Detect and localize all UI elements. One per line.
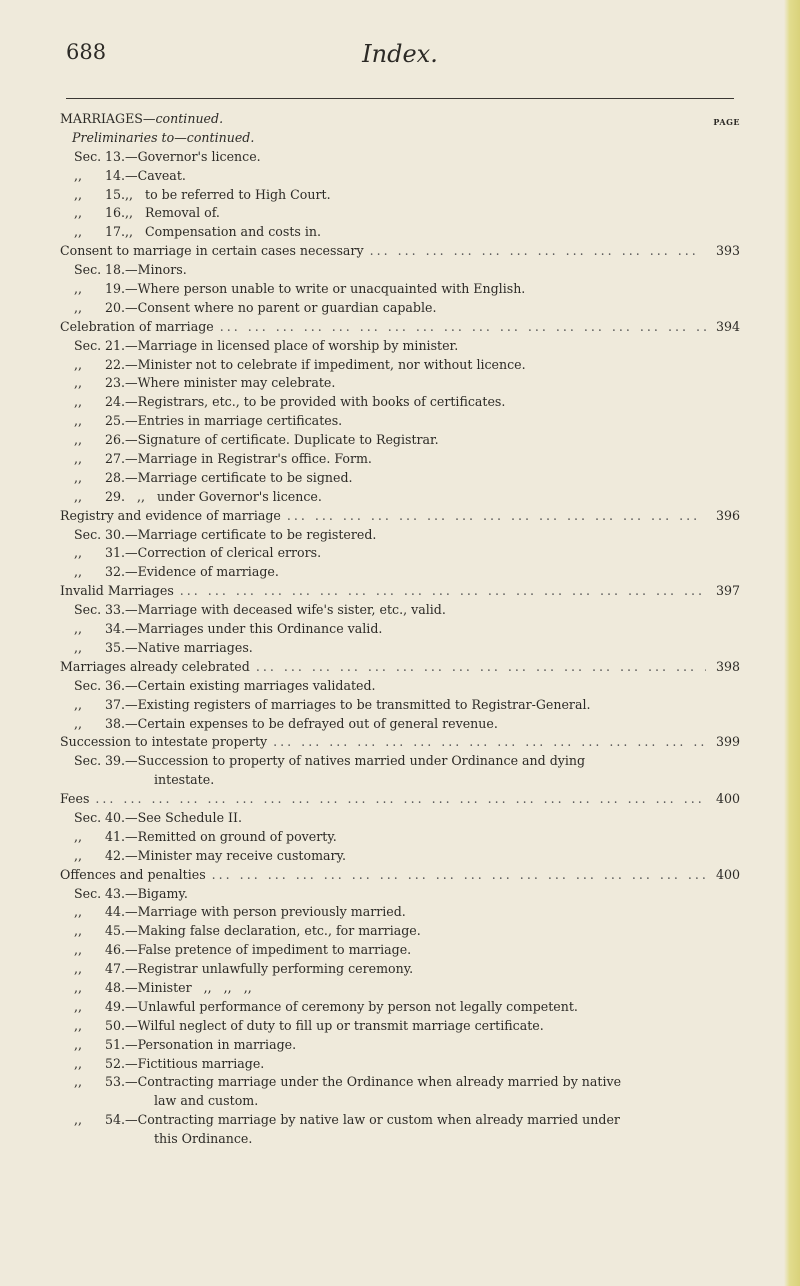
index-heading-line: [60, 110, 740, 129]
section-text: —Minister may receive customary.: [125, 847, 346, 863]
section-prefix: ,,: [74, 488, 83, 504]
index-topic: [60, 318, 740, 337]
section-number: 46.: [105, 942, 126, 958]
section-entry: [60, 715, 740, 734]
section-number: 48.: [105, 979, 126, 995]
section-text: —Contracting marriage by native law or custom when already married under: [125, 1112, 620, 1128]
section-number: 28.: [105, 469, 126, 485]
section-entry: [60, 374, 740, 393]
index-topic: [60, 790, 740, 809]
section-text: —Unlawful performance of ceremony by person not legally competent.: [125, 998, 578, 1014]
section-entry: [60, 620, 740, 639]
section-entry: [60, 1073, 740, 1092]
section-entry: [60, 885, 740, 904]
section-prefix: ,,: [74, 847, 83, 863]
section-entry: [60, 941, 740, 960]
section-text: ,, Removal of.: [125, 205, 220, 221]
section-text: —Certain existing marriages validated.: [125, 677, 376, 693]
section-prefix: ,,: [74, 451, 83, 467]
section-continuation: this Ordinance.: [154, 1131, 253, 1147]
topic-label: Consent to marriage in certain cases necessary: [60, 243, 364, 259]
section-prefix: ,,: [74, 904, 83, 920]
section-text: —Where person unable to write or unacquainted with English.: [125, 281, 526, 297]
section-prefix: Sec.: [74, 602, 102, 618]
index-topic: [60, 582, 740, 601]
section-number: 18.: [105, 262, 126, 278]
topic-page-number: 394: [715, 318, 740, 334]
section-text: —Succession to property of natives married under Ordinance and dying: [125, 753, 586, 769]
section-prefix: Sec.: [74, 677, 102, 693]
section-number: 40.: [105, 809, 126, 825]
index-heading: MARRIAGES—: [60, 111, 156, 126]
section-prefix: Sec.: [74, 262, 102, 278]
section-entry: [60, 299, 740, 318]
section-prefix: ,,: [74, 696, 83, 712]
section-text: —Marriage with person previously married.: [125, 904, 406, 920]
section-text: —Fictitious marriage.: [125, 1055, 265, 1071]
section-text: —Signature of certificate. Duplicate to Registrar.: [125, 432, 439, 448]
leader-dots: [273, 733, 706, 752]
section-entry: [60, 280, 740, 299]
section-prefix: ,,: [74, 167, 83, 183]
section-entry: [60, 431, 740, 450]
section-text: —Minors.: [125, 262, 187, 278]
section-prefix: ,,: [74, 923, 83, 939]
section-entry: [60, 998, 740, 1017]
section-prefix: Sec.: [74, 753, 102, 769]
page-column-label: PAGE: [713, 117, 740, 127]
topic-label: Offences and penalties: [60, 866, 206, 882]
section-prefix: ,,: [74, 1055, 83, 1071]
index-topic: [60, 658, 740, 677]
section-text: —Marriage in licensed place of worship by minister.: [125, 337, 459, 353]
section-number: 13.: [105, 148, 126, 164]
leader-dots: [180, 582, 706, 601]
section-prefix: Sec.: [74, 526, 102, 542]
section-entry: [60, 979, 740, 998]
section-text: —Marriage certificate to be signed.: [125, 469, 353, 485]
section-entry: [60, 526, 740, 545]
section-text: —Caveat.: [125, 167, 186, 183]
topic-label: Succession to intestate property: [60, 734, 268, 750]
section-text: —Minister ,, ,, ,,: [125, 979, 252, 995]
section-text: —Personation in marriage.: [125, 1036, 297, 1052]
topic-page-number: 397: [715, 583, 740, 599]
section-prefix: ,,: [74, 299, 83, 315]
page-header: [66, 40, 734, 104]
section-number: 42.: [105, 847, 126, 863]
section-number: 43.: [105, 885, 126, 901]
section-text: —See Schedule II.: [125, 809, 242, 825]
topic-page-number: 398: [715, 658, 740, 674]
section-text: —Marriage with deceased wife's sister, etc., valid.: [125, 602, 446, 618]
section-number: 21.: [105, 337, 126, 353]
section-prefix: ,,: [74, 186, 83, 202]
index-entries: [60, 148, 740, 1149]
index-topic: [60, 242, 740, 261]
index-heading-cont: continued.: [155, 111, 224, 126]
section-entry: [60, 393, 740, 412]
section-number: 49.: [105, 998, 126, 1014]
section-text: —Where minister may celebrate.: [125, 375, 336, 391]
section-number: 26.: [105, 432, 126, 448]
section-entry: [60, 204, 740, 223]
section-entry: [60, 752, 740, 771]
topic-page-number: 393: [715, 243, 740, 259]
section-text: ,, under Governor's licence.: [125, 488, 322, 504]
section-entry: [60, 469, 740, 488]
section-text: ,, Compensation and costs in.: [125, 224, 322, 240]
section-entry: [60, 601, 740, 620]
section-text: —Registrars, etc., to be provided with books of certificates.: [125, 394, 506, 410]
section-number: 20.: [105, 299, 126, 315]
section-number: 17.: [105, 224, 126, 240]
section-entry: [60, 639, 740, 658]
section-text: —Entries in marriage certificates.: [125, 413, 343, 429]
section-number: 25.: [105, 413, 126, 429]
topic-label: Marriages already celebrated: [60, 658, 250, 674]
section-prefix: ,,: [74, 1017, 83, 1033]
section-number: 14.: [105, 167, 126, 183]
topic-page-number: 400: [715, 866, 740, 882]
section-entry: [60, 356, 740, 375]
section-entry: [60, 488, 740, 507]
section-text: —Wilful neglect of duty to fill up or transmit marriage certificate.: [125, 1017, 544, 1033]
section-text: —False pretence of impediment to marriage.: [125, 942, 412, 958]
section-prefix: ,,: [74, 356, 83, 372]
section-number: 23.: [105, 375, 126, 391]
section-number: 39.: [105, 753, 126, 769]
section-number: 35.: [105, 639, 126, 655]
section-continuation: intestate.: [154, 772, 215, 788]
section-text: —Correction of clerical errors.: [125, 545, 322, 561]
section-prefix: ,,: [74, 621, 83, 637]
section-prefix: ,,: [74, 564, 83, 580]
section-text: ,, to be referred to High Court.: [125, 186, 331, 202]
section-number: 38.: [105, 715, 126, 731]
section-number: 45.: [105, 923, 126, 939]
section-entry: [60, 922, 740, 941]
section-entry: [60, 337, 740, 356]
leader-dots: [256, 658, 706, 677]
section-number: 41.: [105, 828, 126, 844]
section-prefix: ,,: [74, 979, 83, 995]
section-number: 47.: [105, 961, 126, 977]
topic-label: Celebration of marriage: [60, 318, 214, 334]
section-text: —Marriage certificate to be registered.: [125, 526, 377, 542]
topic-page-number: 399: [715, 734, 740, 750]
section-entry: [60, 847, 740, 866]
section-number: 44.: [105, 904, 126, 920]
topic-page-number: 396: [715, 507, 740, 523]
section-entry: [60, 223, 740, 242]
section-prefix: ,,: [74, 828, 83, 844]
section-prefix: ,,: [74, 394, 83, 410]
section-text: —Governor's licence.: [125, 148, 261, 164]
leader-dots: [287, 507, 706, 526]
section-text: —Existing registers of marriages to be transmitted to Registrar-General.: [125, 696, 591, 712]
section-number: 30.: [105, 526, 126, 542]
section-entry: [60, 544, 740, 563]
section-prefix: Sec.: [74, 337, 102, 353]
section-text: —Minister not to celebrate if impediment, nor without licence.: [125, 356, 526, 372]
section-entry: [60, 450, 740, 469]
section-entry: [60, 828, 740, 847]
topic-label: Registry and evidence of marriage: [60, 507, 281, 523]
section-entry: [60, 960, 740, 979]
section-entry: [60, 1017, 740, 1036]
section-number: 24.: [105, 394, 126, 410]
section-entry: [60, 186, 740, 205]
section-number: 29.: [105, 488, 126, 504]
section-continuation: law and custom.: [154, 1093, 259, 1109]
section-prefix: ,,: [74, 1112, 83, 1128]
section-entry: [60, 1055, 740, 1074]
section-entry: [60, 261, 740, 280]
section-prefix: ,,: [74, 998, 83, 1014]
section-text: —Marriage in Registrar's office. Form.: [125, 451, 372, 467]
section-entry: [60, 167, 740, 186]
page-number: 688: [66, 40, 107, 64]
section-number: 16.: [105, 205, 126, 221]
section-number: 31.: [105, 545, 126, 561]
section-text: —Bigamy.: [125, 885, 188, 901]
section-number: 32.: [105, 564, 126, 580]
section-text: —Certain expenses to be defrayed out of general revenue.: [125, 715, 498, 731]
section-prefix: ,,: [74, 469, 83, 485]
section-entry: [60, 809, 740, 828]
section-entry: [60, 696, 740, 715]
section-prefix: ,,: [74, 205, 83, 221]
section-number: 19.: [105, 281, 126, 297]
section-text: —Registrar unlawfully performing ceremony.: [125, 961, 414, 977]
index-subheading: Preliminaries to—continued.: [72, 129, 255, 145]
topic-label: Invalid Marriages: [60, 583, 174, 599]
section-prefix: Sec.: [74, 148, 102, 164]
section-prefix: ,,: [74, 432, 83, 448]
section-prefix: Sec.: [74, 809, 102, 825]
section-prefix: ,,: [74, 961, 83, 977]
section-number: 50.: [105, 1017, 126, 1033]
topic-label: Fees: [60, 791, 90, 807]
section-number: 33.: [105, 602, 126, 618]
section-prefix: ,,: [74, 715, 83, 731]
index-topic: [60, 866, 740, 885]
section-prefix: ,,: [74, 942, 83, 958]
section-entry: [60, 412, 740, 431]
section-number: 52.: [105, 1055, 126, 1071]
section-prefix: ,,: [74, 413, 83, 429]
section-prefix: Sec.: [74, 885, 102, 901]
section-number: 54.: [105, 1112, 126, 1128]
section-number: 51.: [105, 1036, 126, 1052]
section-number: 37.: [105, 696, 126, 712]
leader-dots: [370, 242, 706, 261]
section-prefix: ,,: [74, 224, 83, 240]
index-topic: [60, 507, 740, 526]
section-prefix: ,,: [74, 1074, 83, 1090]
section-entry: [60, 148, 740, 167]
index-topic: [60, 733, 740, 752]
leader-dots: [220, 318, 706, 337]
section-text: —Marriages under this Ordinance valid.: [125, 621, 383, 637]
leader-dots: [212, 866, 706, 885]
section-text: —Contracting marriage under the Ordinance when already married by native: [125, 1074, 622, 1090]
section-number: 34.: [105, 621, 126, 637]
section-number: 15.: [105, 186, 126, 202]
section-prefix: ,,: [74, 545, 83, 561]
section-prefix: ,,: [74, 1036, 83, 1052]
section-text: —Making false declaration, etc., for marriage.: [125, 923, 421, 939]
page-title: Index.: [362, 40, 438, 68]
section-text: —Evidence of marriage.: [125, 564, 279, 580]
section-number: 53.: [105, 1074, 126, 1090]
section-text: —Remitted on ground of poverty.: [125, 828, 337, 844]
section-entry: [60, 1036, 740, 1055]
section-prefix: ,,: [74, 375, 83, 391]
section-entry: [60, 563, 740, 582]
page-edge: [784, 0, 800, 1286]
section-number: 36.: [105, 677, 126, 693]
section-entry: [60, 903, 740, 922]
section-text: —Consent where no parent or guardian capable.: [125, 299, 437, 315]
section-prefix: ,,: [74, 281, 83, 297]
section-entry: [60, 1111, 740, 1130]
section-number: 22.: [105, 356, 126, 372]
topic-page-number: 400: [715, 791, 740, 807]
index-body: [60, 110, 740, 1149]
section-entry: [60, 677, 740, 696]
header-rule: [66, 98, 734, 99]
section-text: —Native marriages.: [125, 639, 253, 655]
leader-dots: [95, 790, 706, 809]
section-prefix: ,,: [74, 639, 83, 655]
section-number: 27.: [105, 451, 126, 467]
